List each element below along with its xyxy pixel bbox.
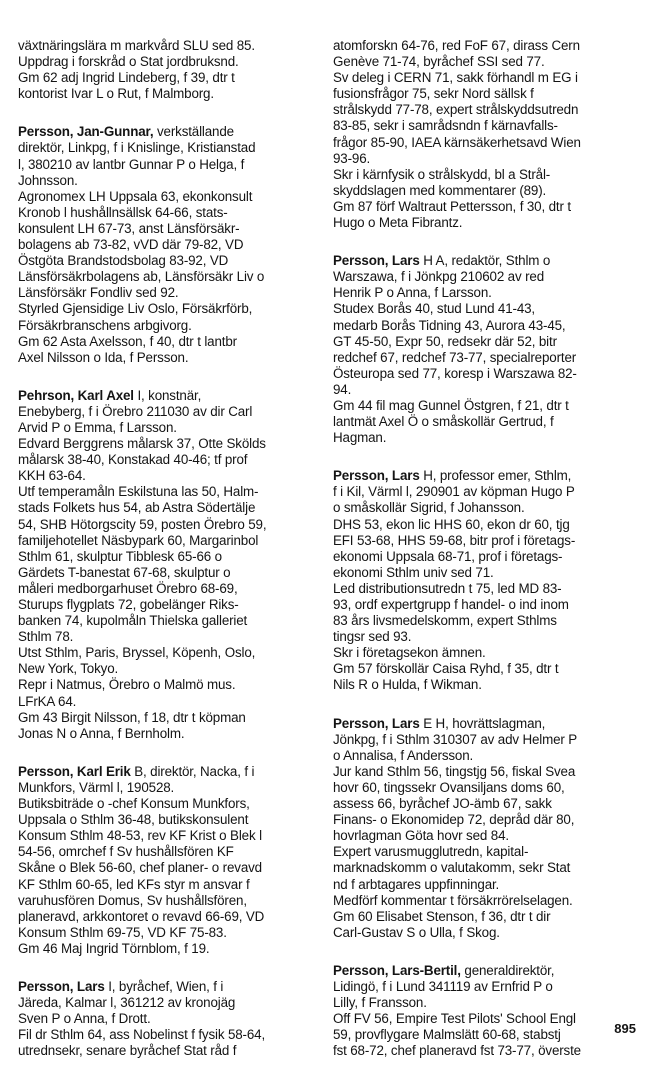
entry-line: DHS 53, ekon lic HHS 60, ekon dr 60, tjg bbox=[333, 516, 570, 532]
entry-name: Persson, Lars bbox=[333, 468, 420, 484]
entry-line: banken 74, kupolmåln Thielska galleriet bbox=[18, 613, 248, 629]
entry-line: Länsförsäkrbolagens ab, Länsförsäkr Liv o bbox=[18, 269, 265, 285]
entry-line: LFrKA 64. bbox=[18, 693, 77, 709]
entry-line: 93-96. bbox=[333, 150, 371, 166]
entry-name: Persson, Lars bbox=[333, 715, 420, 731]
biography-entry bbox=[333, 253, 635, 446]
entry-name: Persson, Lars-Bertil, bbox=[333, 962, 461, 978]
entry-line: Skåne o Blek 56-60, chef planer- o revavd bbox=[18, 860, 262, 876]
entry-line: Gm 57 förskollär Caisa Ryhd, f 35, dtr t bbox=[333, 661, 559, 677]
entry-line: kontorist Ivar L o Rut, f Malmborg. bbox=[18, 86, 214, 102]
entry-line-text: H A, redaktör, Sthlm o bbox=[419, 253, 551, 269]
entry-line: målarsk 38-40, Konstakad 40-46; tf prof bbox=[18, 452, 248, 468]
entry-name: Pehrson, Karl Axel bbox=[18, 387, 134, 403]
entry-line: Medförf kommentar t försäkrrörelselagen. bbox=[333, 892, 573, 908]
entry-line: Kronob l hushållnsällsk 64-66, stats- bbox=[18, 204, 228, 220]
entry-line: Fil dr Sthlm 64, ass Nobelinst f fysik 58-64, bbox=[18, 1027, 266, 1043]
entry-line: Sthlm 78. bbox=[18, 629, 74, 645]
entry-line: Finans- o Ekonomidep 72, depråd där 80, bbox=[333, 812, 575, 828]
entry-name: Persson, Lars bbox=[333, 253, 420, 269]
entry-name: Persson, Jan-Gunnar, bbox=[18, 124, 154, 140]
entry-line bbox=[18, 388, 320, 404]
entry-line: Sven P o Anna, f Drott. bbox=[18, 1011, 151, 1027]
entry-line: skyddslagen med kommentarer (89). bbox=[333, 182, 547, 198]
entry-line-text: I, konstnär, bbox=[133, 387, 202, 403]
entry-line: Konsum Sthlm 69-75, VD KF 75-83. bbox=[18, 924, 227, 940]
biography-entry bbox=[333, 963, 635, 1060]
entry-line: frågor 85-90, IAEA kärnsäkerhetsavd Wien bbox=[333, 134, 581, 150]
entry-line-text: E H, hovrättslagman, bbox=[419, 715, 546, 731]
entry-line: hovrlagman Göta hovr sed 84. bbox=[333, 828, 509, 844]
entry-line bbox=[333, 716, 635, 732]
entry-line: Försäkrbranschens arbgivorg. bbox=[18, 317, 192, 333]
entry-line: planeravd, arkkontoret o revavd 66-69, VD bbox=[18, 908, 265, 924]
entry-line: Nils R o Hulda, f Wikman. bbox=[333, 677, 482, 693]
entry-line: 54-56, omrchef f Sv hushållsfören KF bbox=[18, 844, 234, 860]
left-column bbox=[18, 38, 320, 1081]
entry-line: GT 45-50, Expr 50, redsekr där 52, bitr bbox=[333, 333, 557, 349]
entry-line: nd f arbtagares uppfinningar. bbox=[333, 876, 500, 892]
entry-line: o småskollär Sigrid, f Johansson. bbox=[333, 500, 525, 516]
entry-line: marknadskomm o valutakomm, sekr Stat bbox=[333, 860, 571, 876]
entry-line: Agronomex LH Uppsala 63, ekonkonsult bbox=[18, 188, 253, 204]
entry-line bbox=[18, 124, 320, 140]
entry-line: Jönkpg, f i Sthlm 310307 av adv Helmer P bbox=[333, 731, 578, 747]
entry-line: fusionsfrågor 75, sekr Nord sällsk f bbox=[333, 86, 534, 102]
entry-line: fst 68-72, chef planeravd fst 73-77, överste bbox=[333, 1043, 581, 1059]
biography-entry bbox=[18, 979, 320, 1059]
entry-line: Styrled Gjensidige Liv Oslo, Försäkrförb, bbox=[18, 301, 253, 317]
entry-line-text: generaldirektör, bbox=[460, 962, 555, 978]
entry-line: redchef 67, redchef 73-77, specialreporter bbox=[333, 349, 577, 365]
entry-line: ekonomi Sthlm univ sed 71. bbox=[333, 564, 494, 580]
entry-line: Östeuropa sed 77, koresp i Warszawa 82- bbox=[333, 365, 577, 381]
entry-name: Persson, Karl Erik bbox=[18, 763, 131, 779]
biography-entry-continued bbox=[333, 38, 635, 231]
entry-line: stads Folkets hus 54, ab Astra Södertälje bbox=[18, 500, 256, 516]
entry-line: Gm 46 Maj Ingrid Törnblom, f 19. bbox=[18, 940, 210, 956]
entry-line: Gm 62 Asta Axelsson, f 40, dtr t lantbr bbox=[18, 333, 237, 349]
entry-line: l, 380210 av lantbr Gunnar P o Helga, f bbox=[18, 156, 245, 172]
entry-line: Sturups flygplats 72, gobelänger Riks- bbox=[18, 597, 239, 612]
entry-name: Persson, Lars bbox=[18, 978, 105, 994]
entry-line-text: B, direktör, Nacka, f i bbox=[130, 763, 255, 779]
entry-line: hovr 60, tingssekr Ovansiljans doms 60, bbox=[333, 779, 565, 795]
entry-line: Jur kand Sthlm 56, tingstjg 56, fiskal Svea bbox=[333, 763, 576, 779]
entry-line: Gm 60 Elisabet Stenson, f 36, dtr t dir bbox=[333, 908, 551, 924]
entry-line: Gm 87 förf Waltraut Pettersson, f 30, dtr t bbox=[333, 198, 571, 214]
entry-line: 83 års livsmedelskomm, expert Sthlms bbox=[333, 613, 557, 629]
entry-line: Henrik P o Anna, f Larsson. bbox=[333, 285, 492, 301]
entry-line: Carl-Gustav S o Ulla, f Skog. bbox=[333, 924, 500, 940]
entry-line: utrednsekr, senare byråchef Stat råd f bbox=[18, 1043, 237, 1059]
entry-line: Gm 43 Birgit Nilsson, f 18, dtr t köpman bbox=[18, 709, 246, 725]
right-column bbox=[333, 38, 635, 1081]
entry-line-text: H, professor emer, Sthlm, bbox=[419, 468, 572, 484]
entry-line: Lidingö, f i Lund 341119 av Ernfrid P o bbox=[333, 978, 553, 994]
entry-line: måleri medborgarhuset Örebro 68-69, bbox=[18, 580, 238, 596]
entry-line: strålskydd 77-78, expert strålskyddsutredn bbox=[333, 102, 579, 118]
biography-entry bbox=[18, 388, 320, 742]
entry-line: ekonomi Uppsala 68-71, prof i företags- bbox=[333, 548, 563, 564]
entry-line bbox=[333, 963, 635, 979]
entry-line bbox=[333, 253, 635, 269]
biography-entry-continued bbox=[18, 38, 320, 102]
entry-line: Gm 62 adj Ingrid Lindeberg, f 39, dtr t bbox=[18, 70, 235, 86]
entry-line: Jonas N o Anna, f Bernholm. bbox=[18, 725, 185, 741]
entry-line: Hugo o Meta Fibrantz. bbox=[333, 215, 463, 231]
entry-line: f i Kil, Värml l, 290901 av köpman Hugo P bbox=[333, 484, 575, 500]
entry-line: Järeda, Kalmar l, 361212 av kronojäg bbox=[18, 995, 236, 1011]
entry-line bbox=[333, 468, 635, 484]
entry-line: Lilly, f Fransson. bbox=[333, 995, 427, 1011]
entry-line: Axel Nilsson o Ida, f Persson. bbox=[18, 349, 189, 365]
entry-line: växtnäringslära m markvård SLU sed 85. bbox=[18, 38, 255, 53]
entry-line: o Annalisa, f Andersson. bbox=[333, 747, 474, 763]
entry-line: Enebyberg, f i Örebro 211030 av dir Carl bbox=[18, 403, 253, 419]
entry-line: New York, Tokyo. bbox=[18, 661, 119, 677]
biography-entry bbox=[18, 124, 320, 365]
entry-line: 83-85, sekr i samrådsndn f kärnavfalls- bbox=[333, 118, 558, 134]
entry-line: Munkfors, Värml l, 190528. bbox=[18, 779, 175, 795]
entry-line: Butiksbiträde o -chef Konsum Munkfors, bbox=[18, 796, 250, 812]
entry-line: 94. bbox=[333, 381, 352, 397]
entry-line: familjehotellet Näsbypark 60, Margarinbol bbox=[18, 532, 259, 548]
entry-line: Genève 71-74, byråchef SSI sed 77. bbox=[333, 54, 545, 70]
entry-line: 54, SHB Hötorgscity 59, posten Örebro 59, bbox=[18, 516, 267, 532]
entry-line: Utst Sthlm, Paris, Bryssel, Köpenh, Oslo, bbox=[18, 645, 256, 661]
entry-line: Skr i kärnfysik o strålskydd, bl a Strål- bbox=[333, 166, 551, 182]
entry-line: Konsum Sthlm 48-53, rev KF Krist o Blek l bbox=[18, 828, 262, 844]
entry-line: Uppsala o Sthlm 36-48, butikskonsulent bbox=[18, 812, 249, 828]
entry-line: Länsförsäkr Fondliv sed 92. bbox=[18, 285, 179, 301]
entry-line: Johnsson. bbox=[18, 172, 78, 188]
entry-line: EFI 53-68, HHS 59-68, bitr prof i företags- bbox=[333, 532, 576, 548]
entry-line: Studex Borås 40, stud Lund 41-43, bbox=[333, 301, 536, 317]
entry-line: Warszawa, f i Jönkpg 210602 av red bbox=[333, 269, 545, 285]
entry-line: Expert varusmugglutredn, kapital- bbox=[333, 844, 529, 860]
biography-entry bbox=[333, 468, 635, 693]
entry-line: bolagens ab 73-82, vVD där 79-82, VD bbox=[18, 237, 244, 253]
entry-line: tingsr sed 93. bbox=[333, 629, 412, 645]
entry-line: Led distributionsutredn t 75, led MD 83- bbox=[333, 580, 562, 596]
entry-line: Uppdrag i forskråd o Stat jordbruksnd. bbox=[18, 54, 239, 70]
entry-line: Repr i Natmus, Örebro o Malmö mus. bbox=[18, 677, 236, 693]
entry-line-text: verkställande bbox=[153, 124, 234, 140]
page-number: 895 bbox=[614, 1021, 636, 1036]
entry-line: medarb Borås Tidning 43, Aurora 43-45, bbox=[333, 317, 566, 333]
biography-entry bbox=[18, 764, 320, 957]
entry-line: Edvard Berggrens målarsk 37, Otte Skölds bbox=[18, 436, 266, 452]
entry-line: direktör, Linkpg, f i Knislinge, Kristianstad bbox=[18, 140, 256, 156]
entry-line-text: I, byråchef, Wien, f i bbox=[104, 978, 224, 994]
entry-line: varuhusfören Domus, Sv hushållsfören, bbox=[18, 892, 247, 908]
entry-line: KKH 63-64. bbox=[18, 468, 86, 484]
entry-line: lantmät Axel Ö o småskollär Gertrud, f bbox=[333, 414, 554, 430]
entry-line: 93, ordf expertgrupp f handel- o ind inom bbox=[333, 597, 569, 612]
entry-line: assess 66, byråchef JO-ämb 67, sakk bbox=[333, 796, 552, 812]
entry-line: KF Sthlm 60-65, led KFs styr m ansvar f bbox=[18, 876, 250, 892]
entry-line bbox=[18, 979, 320, 995]
entry-line: Arvid P o Emma, f Larsson. bbox=[18, 419, 177, 435]
entry-line: Off FV 56, Empire Test Pilots' School Engl bbox=[333, 1011, 576, 1027]
entry-line: Gm 44 fil mag Gunnel Östgren, f 21, dtr t bbox=[333, 397, 569, 413]
entry-line: 59, provflygare Malmslätt 60-68, stabstj bbox=[333, 1027, 561, 1043]
entry-line bbox=[18, 764, 320, 780]
entry-line: Utf temperamåln Eskilstuna las 50, Halm- bbox=[18, 484, 259, 500]
entry-line: Skr i företagsekon ämnen. bbox=[333, 645, 486, 661]
entry-line: Östgöta Brandstodsbolag 83-92, VD bbox=[18, 253, 229, 269]
entry-line: Sv deleg i CERN 71, sakk förhandl m EG i bbox=[333, 70, 578, 86]
entry-line: Hagman. bbox=[333, 430, 387, 446]
entry-line: Gärdets T-banestat 67-68, skulptur o bbox=[18, 564, 231, 580]
entry-line: atomforskn 64-76, red FoF 67, dirass Cern bbox=[333, 38, 580, 53]
entry-line: konsulent LH 67-73, anst Länsförsäkr- bbox=[18, 220, 240, 236]
biography-entry bbox=[333, 716, 635, 941]
entry-line: Sthlm 61, skulptur Tibblesk 65-66 o bbox=[18, 548, 222, 564]
